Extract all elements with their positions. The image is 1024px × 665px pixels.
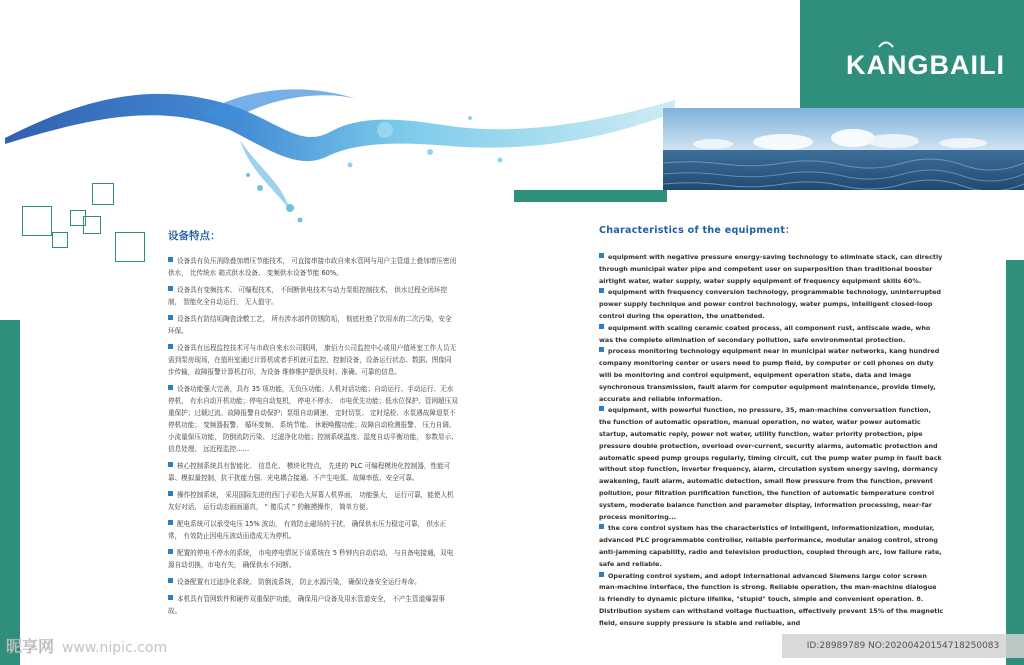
bullet-icon: [168, 257, 173, 262]
chinese-feature-item: 操作控制系统， 采用国际先进的西门子彩色大屏幕人机界面， 功能强大， 运行可靠，能使人机友好对话， 运行动态画面逼真， “ 傻瓜式 ” 的触摸操作， 简单方便。: [168, 491, 454, 511]
english-feature-item: equipment, with powerful function, no pressure, 35, man-machine conversation function, the function of automatic operation, manual operation, no water, water power automatic startup, automatic reply, power not water, utility function, water priority protection, pipe pressure double protection, overload over-current, security alarms, automatic protection and automatic speed pump groups regularly, timing circuit, cut the pump water pump in fault back without stop function, inverter frequency, alarm, circulation system energy saving, dormancy awakening, fault alarm, automatic detection, small flow pressure from the function, prevent pollution, pour filtration purification function, the function of automatic temperature control system, moderate balance function and parameter display, information processing, near-far process monitoring...: [599, 406, 942, 521]
bullet-icon: [599, 406, 604, 411]
bullet-icon: [168, 549, 173, 554]
chinese-feature-item: 设备配置有过滤净化系统、 防倒流系统， 防止水源污染， 确保设备安全运行寿命。: [168, 576, 458, 588]
deco-square: [115, 232, 145, 262]
chinese-feature-item: 设备具有负压消除叠加增压节能技术， 可直接串接市政自来水管网与用户主管道上叠加增压密闭供水， 比传统水 箱式供水设备、 变频供水设备节能 60%。: [168, 257, 457, 277]
sea-photo: [663, 108, 1024, 190]
chinese-features-section: [168, 228, 458, 622]
english-feature-item: equipment with frequency conversion technology, programmable technology, uninterrupted power supply technique and power control technology, water pumps, intelligent closed-loop control during the operation, the unattended.: [599, 288, 941, 320]
teal-side-bar-left: [0, 320, 20, 665]
english-feature-item: the core control system has the characteristics of intelligent, informationization, modular, advanced PLC programmable controller, reliable performance, modular analog control, strong anti-jamming capability, radio and television production, coupled through arc, low failure rate, safe and reliable.: [599, 524, 942, 568]
bullet-icon: [599, 524, 604, 529]
english-section-title: Characteristics of the equipment：: [599, 225, 795, 236]
chinese-feature-item: 本机具有管网软件和硬件双重保护功能， 确保用户设备及用水管道安全， 不产生管道爆裂事故。: [168, 595, 445, 615]
bullet-icon: [168, 578, 173, 583]
bullet-icon: [168, 385, 173, 390]
bullet-icon: [168, 344, 173, 349]
bullet-icon: [168, 315, 173, 320]
english-features-section: [599, 222, 944, 630]
bullet-icon: [168, 462, 173, 467]
bullet-icon: [599, 288, 604, 293]
deco-square: [22, 206, 52, 236]
brand-arc-icon: [878, 40, 894, 48]
chinese-feature-item: 配电系统可以承受电压 15% 波动， 有效防止磁场的干扰， 确保供水压力稳定可靠， 供水正常， 有效防止因电压波动而造成无为停机。: [168, 520, 447, 540]
english-feature-item: Operating control system, and adopt international advanced Siemens large color screen man-machine interface, the function is strong. Reliable operation, the man-machine dialogue is friendly to dynamic picture lifelike, "stupid" touch, simple and convenient operation. 8. Distribution system can withstand voltage fluctuation, effectively prevent 15% of the magnetic field, ensure supply pressure is stable and reliable, and: [599, 571, 944, 627]
teal-accent-bar: [514, 190, 667, 202]
bullet-icon: [168, 491, 173, 496]
chinese-feature-item: 设备具有远程监控技术可与市政自来水公司联网， 康佰力公司监控中心或用户值班室工作人员无需到泵房现场，在值班室通过计算机或者手机就可监控、控制设备，设备运行状态、数据、图像同步传输，故障报警计算机打印，为设备 维修维护提供及时、准确、可靠的信息。: [168, 344, 457, 376]
bullet-icon: [599, 347, 604, 352]
chinese-section-title: 设备特点：: [168, 230, 221, 242]
bullet-icon: [599, 324, 604, 329]
english-feature-item: equipment with scaling ceramic coated process, all component rust, antiscale wade, who was the complete elimination of secondary pollution, safe environmental protection.: [599, 323, 931, 344]
chinese-feature-item: 配置的停电不停水的系统， 市电停电情况下该系统在 5 秒钟内自动启动， 与自备电接通，双电源自动切换，市电有失， 确保供水不间断。: [168, 549, 454, 569]
bullet-icon: [168, 595, 173, 600]
chinese-feature-item: 设备具有防结垢陶瓷涂敷工艺， 所有涉水部件防锈防垢， 彻底杜绝了饮用水的二次污染，安全环保。: [168, 315, 452, 335]
bullet-icon: [599, 572, 604, 577]
english-feature-item: equipment with negative pressure energy-saving technology to eliminate stack, can directly through municipal water pipe and competent user on superposition than traditional booster airtight water, water supply, water supply equipment of frequency equipment skills 60%.: [599, 253, 943, 285]
chinese-feature-item: 核心控制系统具有智能化、 信息化、 模块化特点， 先进的 PLC 可编程模块化控制器，性能可靠、模拟量控制，抗干扰能力强、光电耦合接通、不产生电弧、故障率低、安全可靠。: [168, 462, 451, 482]
english-feature-item: process monitoring technology equipment near in municipal water networks, kang hundred company monitoring center or users need to pump field, by computer or cell phones on duty will be monitoring and control equipment, equipment operation state, data and image synchronous transmission, fault alarm for computer equipment maintenance, provide timely, accurate and reliable information.: [599, 347, 940, 403]
chinese-feature-item: 设备功能强大完善，具有 35 项功能，无负压功能、人机对话功能；自动运行、手动运行、无水停机， 有水自动开机功能；停电自动复机， 停电不停水、 市电优先功能；低水位保护、管网超压双重保护；过载过流、故障报警自动保护；泵组自动调速、 定时切泵、 定时巡检、水泵遇故障退泵不停机功能； 变频器报警、 循环变频、 系统节能、 休眠唤醒功能；故障自动检测报警、 压力自调、 小流量保压功能， 防倒流防污染、 过滤净化功能；控制系统温度、湿度自动平衡功能， 参数显示、 信息处理、 远近程监控……: [168, 385, 458, 453]
bullet-icon: [599, 253, 604, 258]
deco-square: [92, 183, 114, 205]
watermark-id: ID:28989789 NO:20200420154718250083: [782, 634, 1024, 658]
chinese-feature-item: 设备具有变频技术、 可编程技术， 不间断供电技术与动力泵组控制技术， 供水过程全闭环控制， 智能化全自动运行， 无人值守。: [168, 286, 448, 306]
teal-side-bar-right: [1006, 260, 1024, 665]
bullet-icon: [168, 286, 173, 291]
bullet-icon: [168, 520, 173, 525]
deco-square: [52, 232, 68, 248]
brand-logo: KANGBAILI: [846, 50, 1005, 80]
deco-square: [83, 216, 101, 234]
watermark-logo: 昵享网 www.nipic.com: [6, 637, 168, 656]
